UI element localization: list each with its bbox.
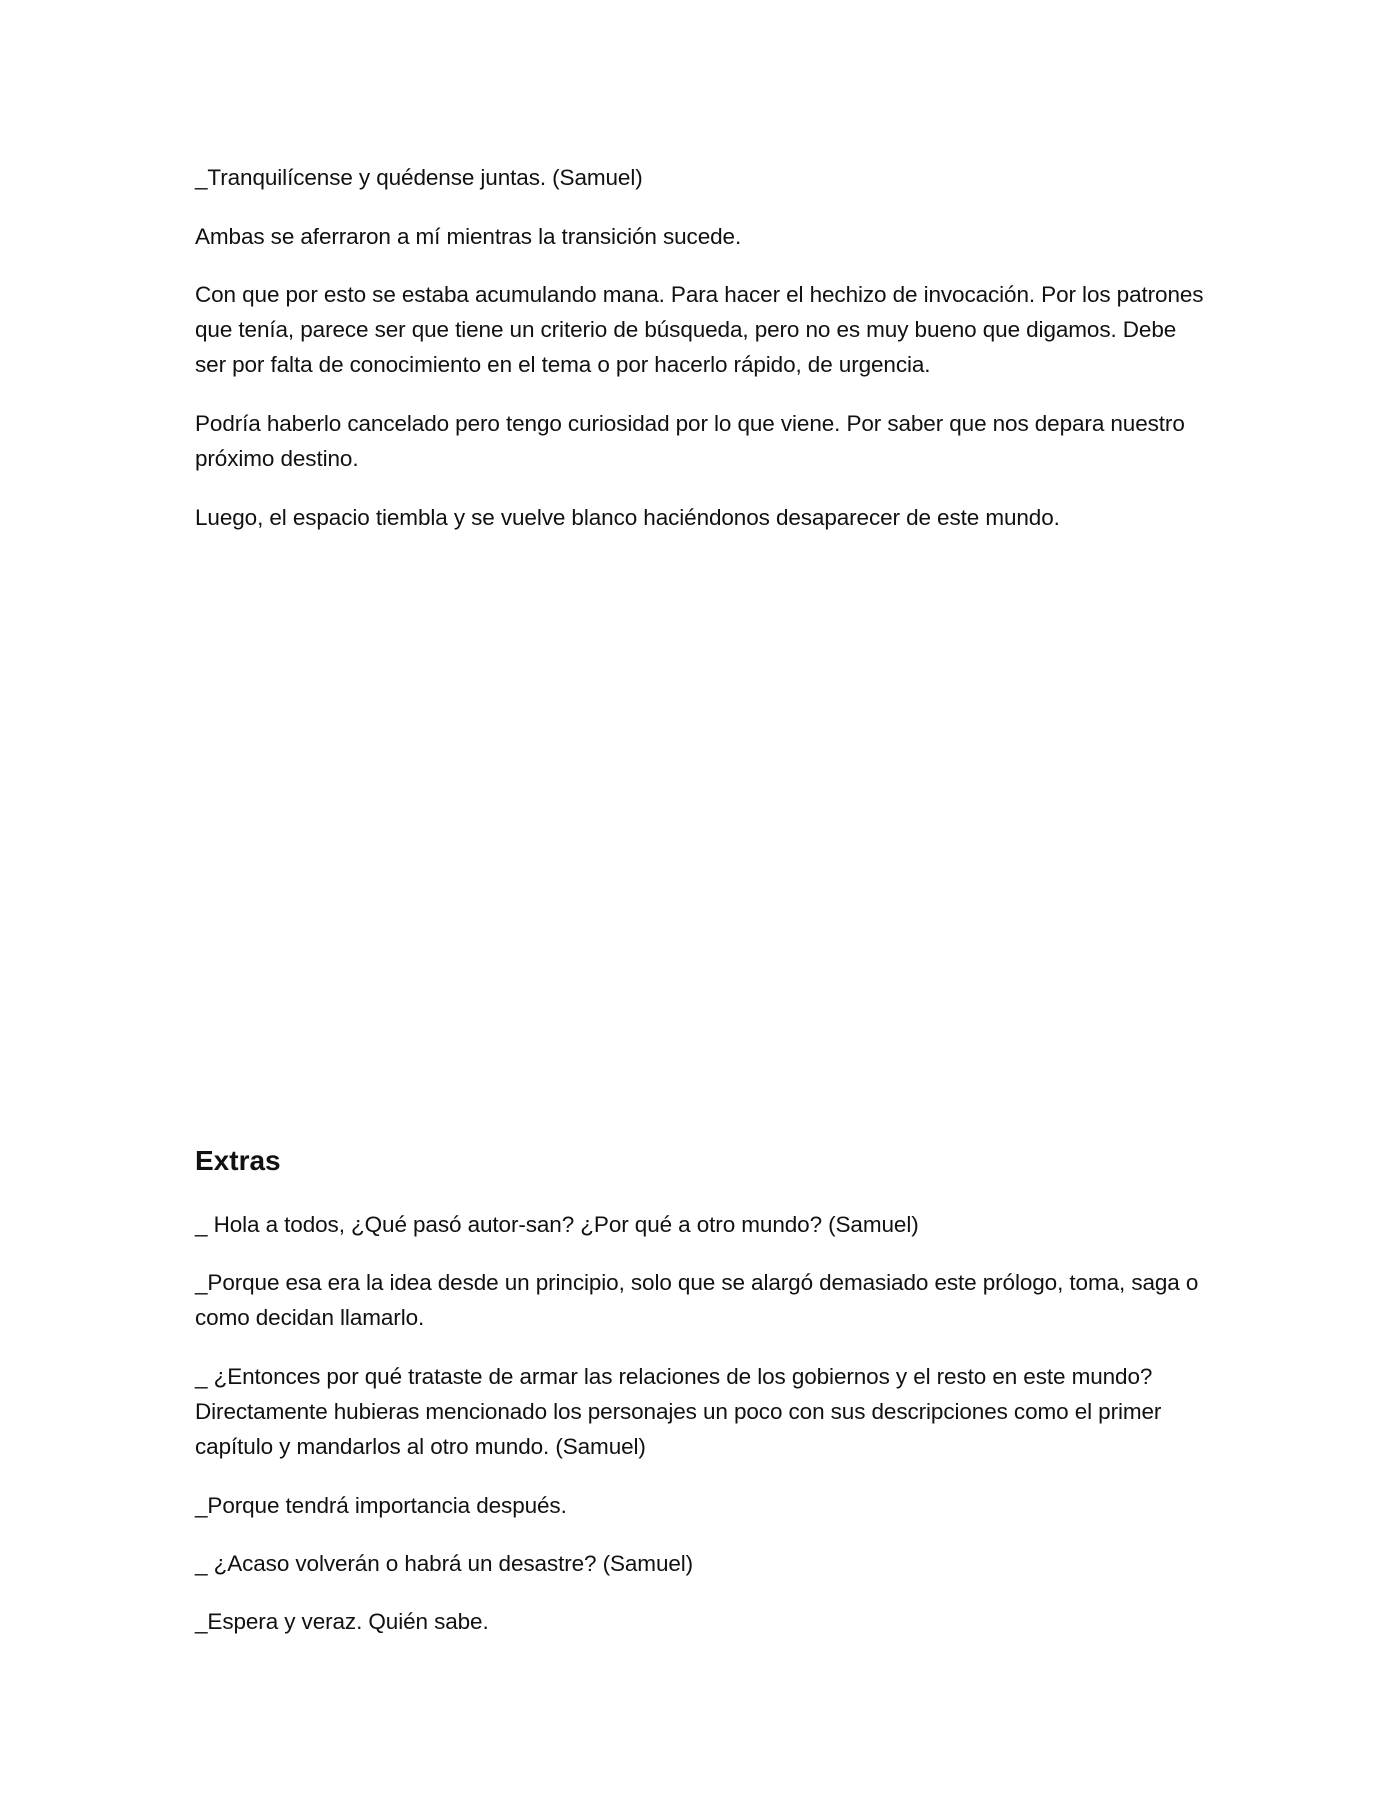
extras-line-6: _Espera y veraz. Quién sabe. bbox=[195, 1609, 489, 1634]
extras-line-5: _ ¿Acaso volverán o habrá un desastre? (Samuel) bbox=[195, 1551, 694, 1576]
extras-line-2: _Porque esa era la idea desde un principio, solo que se alargó demasiado este prólogo, toma, saga o como decidan llamarlo. bbox=[195, 1270, 1199, 1330]
extras-line-4: _Porque tendrá importancia después. bbox=[195, 1493, 567, 1518]
paragraph-transition: Ambas se aferraron a mí mientras la transición sucede. bbox=[195, 224, 742, 249]
paragraph-mana-summoning: Con que por esto se estaba acumulando mana. Para hacer el hechizo de invocación. Por los patrones que tenía, parece ser que tiene un criterio de búsqueda, pero no es muy bueno que digamos. Debe ser por falta de conocimiento en el tema o por hacerlo rápido, de urgencia. bbox=[195, 282, 1204, 377]
paragraph-dialogue-samuel-calm: _Tranquilícense y quédense juntas. (Samuel) bbox=[195, 165, 643, 190]
extras-line-1: _ Hola a todos, ¿Qué pasó autor-san? ¿Por qué a otro mundo? (Samuel) bbox=[195, 1212, 919, 1237]
extras-heading: Extras bbox=[195, 1145, 281, 1176]
paragraph-curiosity: Podría haberlo cancelado pero tengo curiosidad por lo que viene. Por saber que nos depara nuestro próximo destino. bbox=[195, 411, 1185, 471]
paragraph-disappear: Luego, el espacio tiembla y se vuelve blanco haciéndonos desaparecer de este mundo. bbox=[195, 505, 1060, 530]
extras-line-3: _ ¿Entonces por qué trataste de armar las relaciones de los gobiernos y el resto en este mundo? Directamente hubieras mencionado los personajes un poco con sus descripciones como el primer capítulo y mandarlos al otro mundo. (Samuel) bbox=[195, 1364, 1162, 1459]
